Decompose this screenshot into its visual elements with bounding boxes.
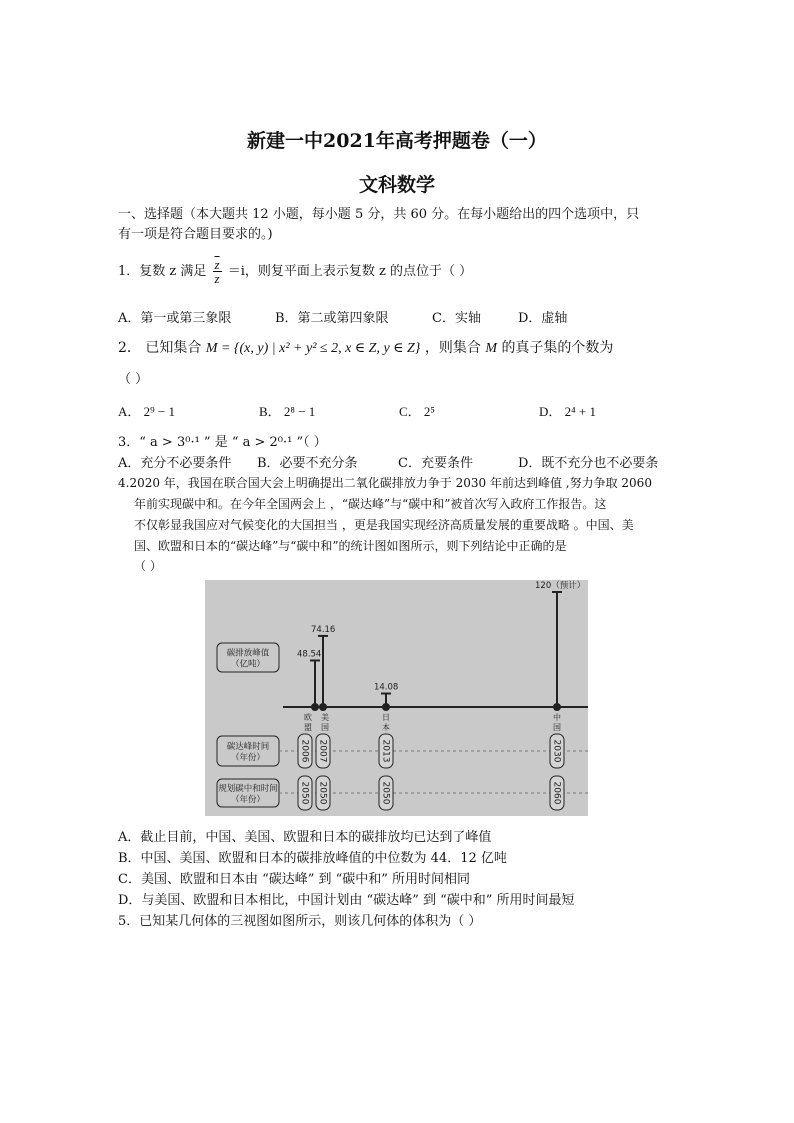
chart-value-label-0: 48.54	[297, 649, 322, 660]
q3-option-c: C．充要条件	[398, 456, 473, 471]
q4-line-2: 年前实现碳中和。在今年全国两会上 ，“碳达峰”与“碳中和”被首次写入政府工作报告。这	[134, 497, 607, 511]
chart-neutral-year-0-text: 2050	[299, 781, 310, 805]
chart-neutral-year-2-text: 2050	[380, 781, 391, 805]
q2-paren: （ ）	[118, 372, 149, 387]
section-instructions-line2: 有一项是符合题目要求的。)	[118, 227, 273, 242]
chart-value-label-1: 74.16	[311, 624, 336, 635]
q4-line-4: 国、欧盟和日本的“碳达峰”与“碳中和”的统计图如图所示，则下列结论中正确的是	[134, 539, 567, 553]
q3-option-d: D．既不充分也不必要条	[518, 456, 659, 471]
q4-option-a: A．截止目前，中国、美国、欧盟和日本的碳排放均已达到了峰值	[118, 830, 492, 845]
chart-category-label-0-0: 欧	[304, 713, 312, 722]
q2-option-d: D． 2⁴ + 1	[539, 404, 597, 419]
chart-value-label-2: 14.08	[374, 682, 399, 693]
chart-category-label-2-0: 日	[382, 713, 390, 722]
q3-option-b: B．必要不充分条	[257, 456, 358, 471]
chart-category-label-3-1: 国	[553, 723, 561, 732]
q4-line-1: 4.2020 年，我国在联合国大会上明确提出二氧化碳排放力争于 2030 年前达到峰值 ,努力争取 2060	[118, 476, 652, 490]
chart-peak-label-line2: （亿吨）	[230, 659, 266, 670]
chart-point-2	[382, 703, 390, 711]
page-title: 新建一中2021年高考押题卷（一）	[247, 130, 547, 152]
chart-point-3	[553, 703, 561, 711]
q4-option-d: D．与美国、欧盟和日本相比，中国计划由 “碳达峰” 到 “碳中和” 所用时间最短	[118, 893, 575, 908]
chart-neutral-year-1-text: 2050	[317, 781, 328, 805]
q1-frac-denominator: z	[214, 271, 220, 286]
q2-option-a: A． 2⁹ − 1	[118, 404, 176, 419]
chart-category-label-0-1: 盟	[304, 723, 312, 732]
chart-peak-year-label-line2: （年份）	[230, 753, 266, 763]
chart-category-label-2-1: 本	[382, 723, 390, 732]
question-1-stem	[118, 258, 472, 285]
chart-peak-year-label-line1: 碳达峰时间	[226, 742, 270, 752]
chart-category-label-3-0: 中	[553, 713, 561, 722]
question-2-stem	[118, 337, 613, 357]
q4-option-b: B．中国、美国、欧盟和日本的碳排放峰值的中位数为 44．12 亿吨	[118, 851, 507, 866]
carbon-chart-figure	[205, 580, 588, 816]
q2-option-c: C． 2⁵	[399, 404, 435, 419]
carbon-chart	[205, 580, 588, 816]
chart-point-1	[319, 703, 327, 711]
chart-point-0	[311, 703, 319, 711]
chart-value-label-3: 120（预计）	[535, 581, 586, 591]
chart-neutral-year-label-line1: 规划碳中和时间	[218, 784, 278, 794]
chart-peak-year-2-text: 2013	[380, 739, 391, 763]
page-subtitle: 文科数学	[358, 174, 435, 196]
q1-fraction	[213, 258, 222, 285]
section-instructions-line1: 一、选择题（本大题共 12 小题，每小题 5 分，共 60 分。在每小题给出的四个选项中，只	[118, 207, 640, 222]
q1-option-b: B．第二或第四象限	[275, 311, 389, 326]
q1-frac-numerator: $\overline{z}$	[214, 257, 220, 272]
question-5-stem: 5．已知某几何体的三视图如图所示，则该几何体的体积为（ ）	[118, 914, 482, 929]
q1-option-a: A．第一或第三象限	[118, 311, 232, 326]
chart-peak-year-1-text: 2007	[317, 739, 328, 763]
chart-peak-label-line1: 碳排放峰值	[226, 648, 270, 659]
chart-category-label-1-1: 国	[321, 723, 329, 732]
chart-neutral-year-3-text: 2060	[551, 781, 562, 805]
q2-stem-post: ，则集合	[424, 340, 481, 356]
chart-peak-year-0-text: 2006	[299, 739, 310, 763]
q2-stem-pre: 2． 已知集合	[118, 340, 202, 356]
q3-option-a: A．充分不必要条件	[118, 456, 232, 471]
q1-option-c: C．实轴	[432, 311, 481, 326]
chart-category-label-1-0: 美	[321, 713, 329, 722]
q4-paren: （ ）	[134, 559, 162, 573]
q2-stem-post2: 的真子集的个数为	[501, 340, 614, 356]
q2-set-expression: M = {(x, y) | x² + y² ≤ 2, x ∈ Z, y ∈ Z}	[205, 341, 421, 356]
q1-stem-post: ＝i，则复平面上表示复数 z 的点位于（ ）	[227, 264, 473, 279]
q4-option-c: C．美国、欧盟和日本由 “碳达峰” 到 “碳中和” 所用时间相同	[118, 872, 471, 887]
q2-set-name: M	[485, 341, 497, 356]
q4-line-3: 不仅彰显我国应对气候变化的大国担当 ，更是我国实现经济高质量发展的重要战略 。中国、美	[134, 518, 634, 532]
q1-option-d: D．虚轴	[518, 311, 568, 326]
q1-stem-pre: 1．复数 z 满足	[118, 264, 207, 279]
q2-option-b: B． 2⁸ − 1	[259, 404, 316, 419]
question-3-stem: 3．“ a > 3⁰·¹ ” 是 “ a > 2⁰·¹ ”（ ）	[118, 435, 327, 450]
chart-neutral-year-label-line2: （年份）	[230, 795, 266, 805]
chart-peak-year-3-text: 2030	[551, 739, 562, 763]
